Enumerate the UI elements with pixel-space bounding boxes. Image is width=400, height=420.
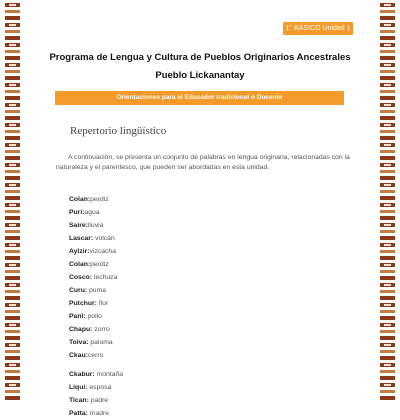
vocab-meaning: perdiz (90, 261, 109, 268)
list-item (69, 368, 123, 381)
vocab-term: Cosco: (69, 274, 93, 281)
list-item (69, 206, 123, 219)
vocab-term: Saire: (69, 222, 88, 229)
program-title: Programa de Lengua y Cultura de Pueblos Originarios Ancestrales (49, 52, 351, 63)
list-item (69, 232, 123, 245)
vocab-term: Pani: (69, 313, 86, 320)
list-item (69, 394, 123, 407)
decorative-border-right (380, 0, 395, 400)
vocab-term: Puri: (69, 209, 85, 216)
vocab-meaning: flor (98, 300, 109, 307)
list-item (69, 245, 123, 258)
guidance-banner: Orientaciones para el Educador tradicional o Docente (55, 91, 344, 105)
unit-badge: 1° BÁSICO Unidad 1 (283, 22, 353, 35)
vocab-term: Putchur: (69, 300, 97, 307)
vocab-term: Colan: (69, 261, 91, 268)
vocab-term: Tican: (69, 397, 89, 404)
vocab-meaning: madre (89, 410, 110, 417)
list-item (69, 271, 123, 284)
vocab-term: Toiva: (69, 339, 89, 346)
vocab-meaning: montaña (96, 371, 124, 378)
vocab-meaning: paloma (90, 339, 113, 346)
list-item (69, 381, 123, 394)
list-item (69, 310, 123, 323)
list-item (69, 407, 123, 420)
vocab-meaning: lechuza (93, 274, 118, 281)
vocab-meaning: lluvia (87, 222, 104, 229)
vocab-meaning: zorro (94, 326, 110, 333)
vocab-meaning: padre (90, 397, 109, 404)
vocab-term: Liqui: (69, 384, 88, 391)
vocab-term: Patta: (69, 410, 88, 417)
vocab-meaning: agua (84, 209, 100, 216)
vocab-term: Colan: (69, 196, 91, 203)
list-item (69, 336, 123, 349)
list-item (69, 219, 123, 232)
section-title: Repertorio lingüístico (70, 125, 167, 137)
vocab-term: Curu: (69, 287, 88, 294)
vocab-meaning: perdiz (90, 196, 109, 203)
vocab-meaning: esposa (89, 384, 112, 391)
vocab-meaning: cerro (87, 352, 104, 359)
list-item (69, 297, 123, 310)
vocabulary-list (69, 193, 123, 420)
people-title: Pueblo Lickanantay (155, 70, 245, 81)
list-item (69, 258, 123, 271)
decorative-border-left (5, 0, 20, 400)
vocab-term: Ckau: (69, 352, 88, 359)
vocab-meaning: puma (89, 287, 107, 294)
list-item (69, 284, 123, 297)
vocab-meaning: pollo (87, 313, 102, 320)
intro-paragraph: A continuación, se presenta un conjunto de palabras en lengua originaria, relacionadas con la naturaleza y el parentesco, que pueden ser abordadas en esta unidad. (56, 154, 350, 171)
vocab-meaning: vizcacha (89, 248, 116, 255)
list-item (69, 349, 123, 362)
list-item (69, 193, 123, 206)
vocab-term: Chapu: (69, 326, 93, 333)
vocab-term: Ckabur: (69, 371, 95, 378)
vocab-meaning: volcán (95, 235, 115, 242)
vocab-term: Aylzir: (69, 248, 90, 255)
list-item (69, 323, 123, 336)
vocab-term: Lascar: (69, 235, 94, 242)
